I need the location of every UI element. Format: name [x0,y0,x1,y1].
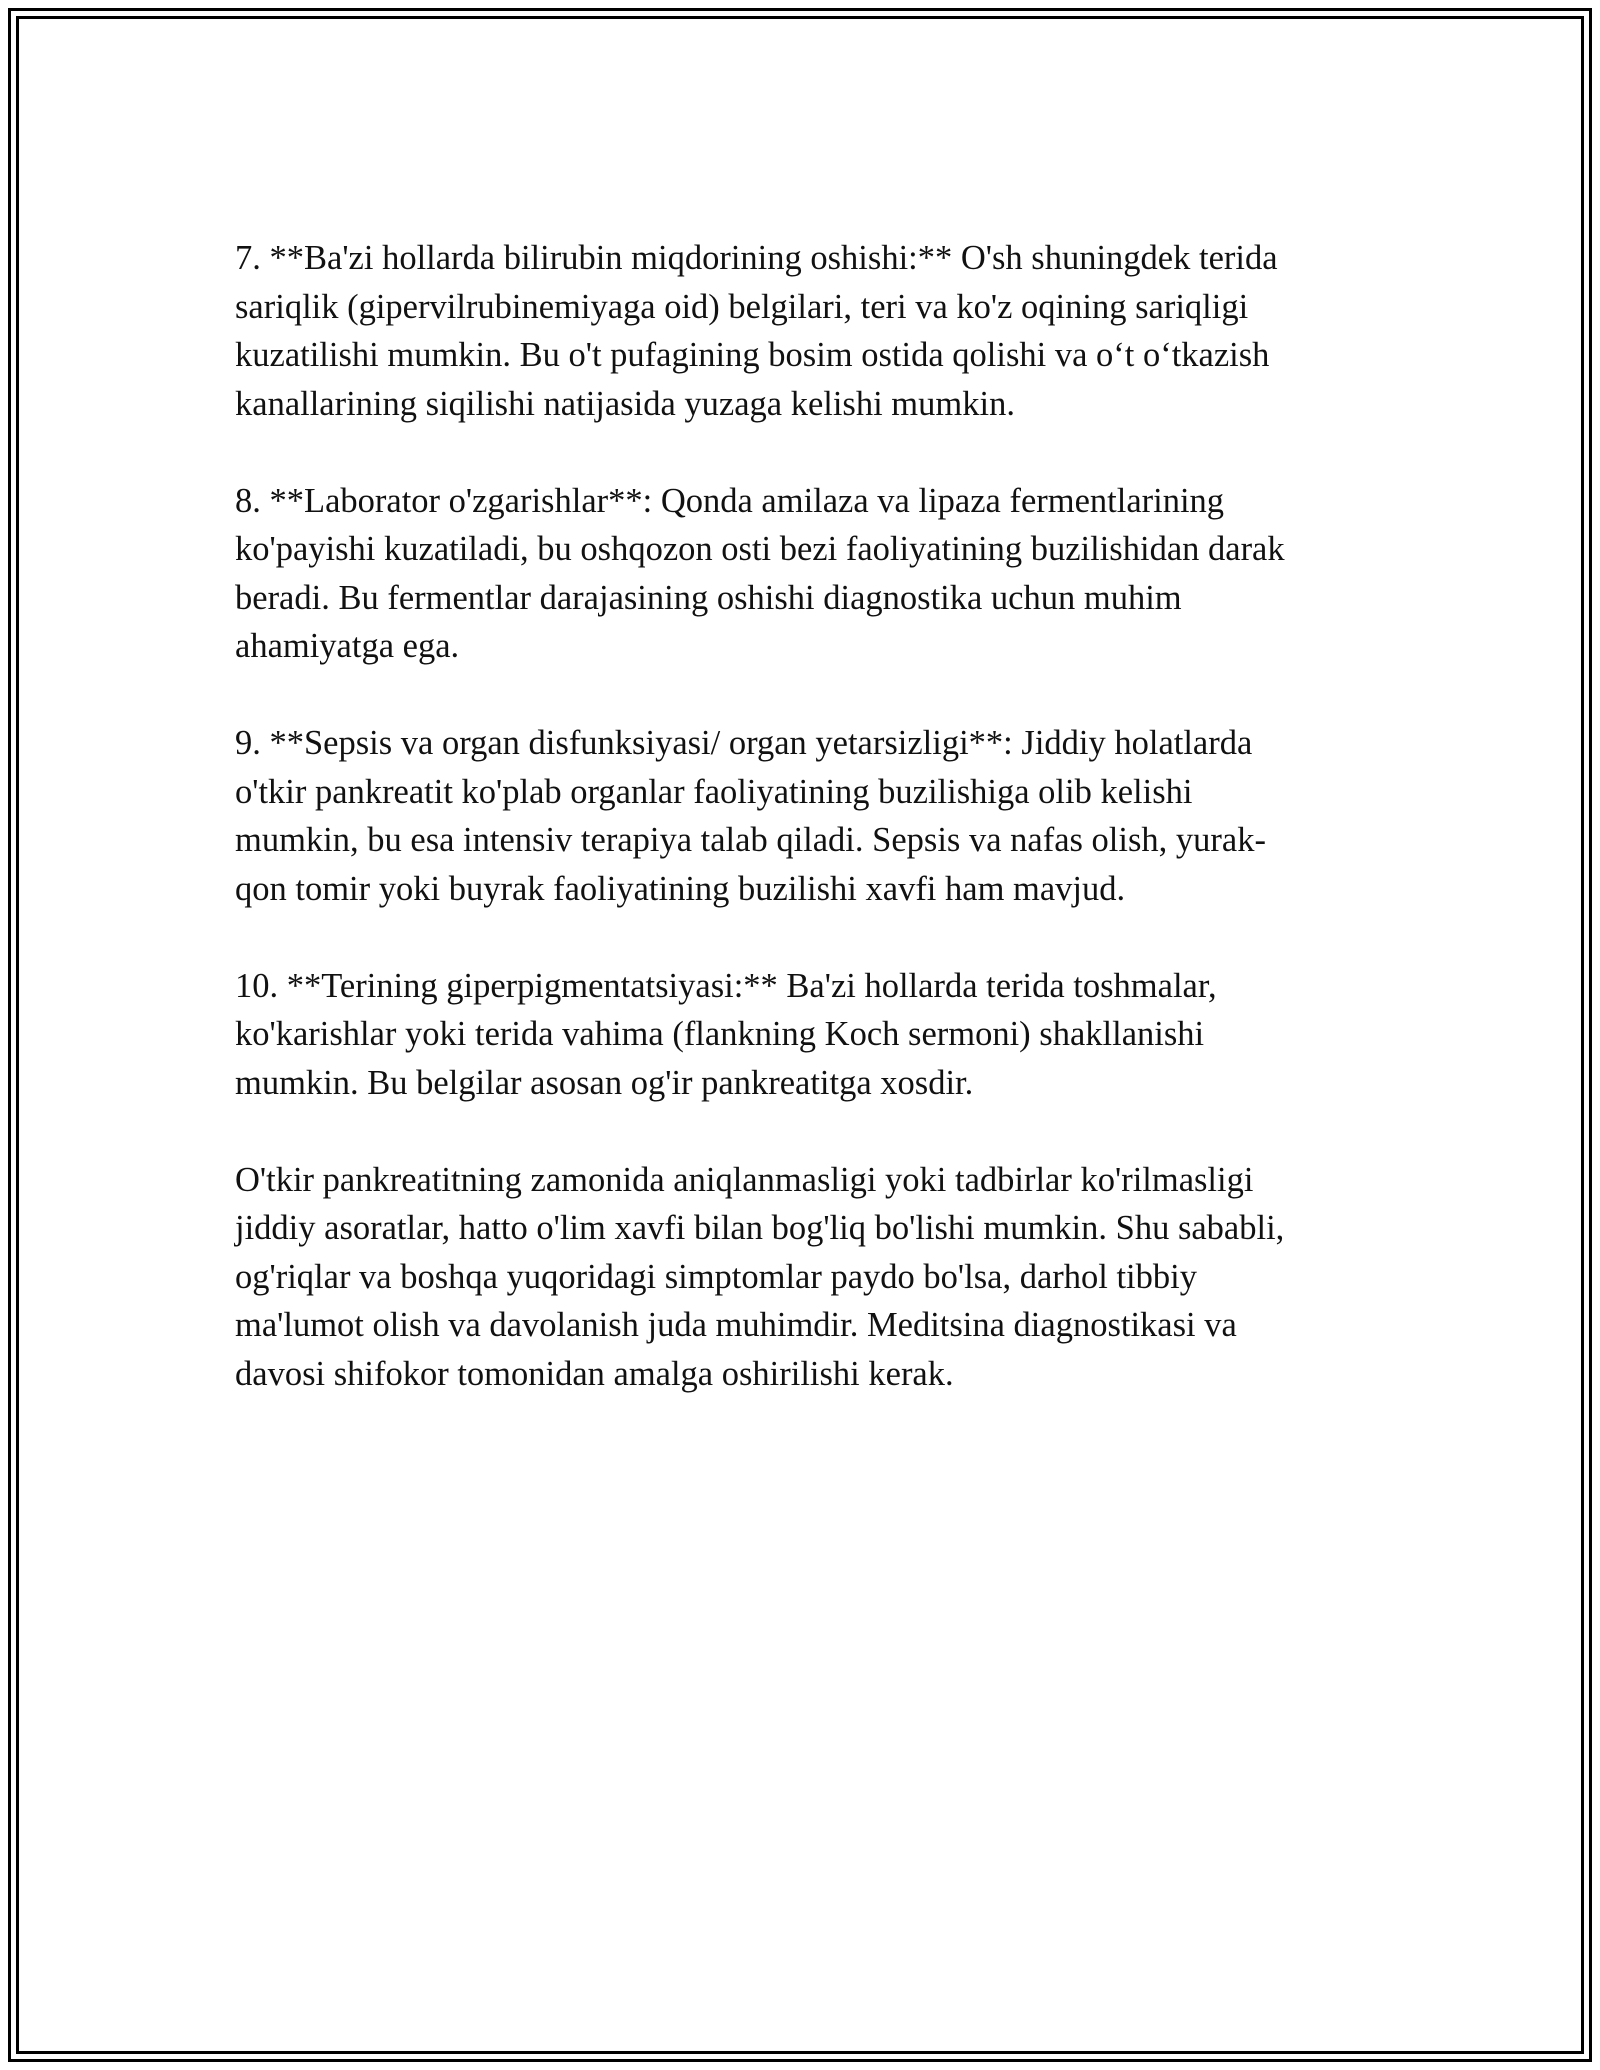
document-body [235,234,1365,1447]
paragraph-item-8: 8. **Laborator o'zgarishlar**: Qonda amilaza va lipaza fermentlarining ko'payishi kuzatiladi, bu oshqozon osti bezi faoliyatining buzilishidan darak beradi. Bu fermentlar darajasining oshishi diagnostika uchun muhim ahamiyatga ega. [235,481,1285,665]
paragraph-item-10: 10. **Terining giperpigmentatsiyasi:** Ba'zi hollarda terida toshmalar, ko'karishlar yoki terida vahima (flankning Koch sermoni) shakllanishi mumkin. Bu belgilar asosan og'ir pankreatitga xosdir. [235,966,1217,1102]
paragraph-item-7: 7. **Ba'zi hollarda bilirubin miqdorining oshishi:** O'sh shuningdek terida sariqlik (gipervilrubinemiyaga oid) belgilari, teri va ko'z oqining sariqligi kuzatilishi mumkin. Bu o't pufagining bosim ostida qolishi va o‘t o‘tkazish kanallarining siqilishi natijasida yuzaga kelishi mumkin. [235,239,1278,423]
paragraph-item-9: 9. **Sepsis va organ disfunksiyasi/ organ yetarsizligi**: Jiddiy holatlarda o'tkir pankreatit ko'plab organlar faoliyatining buzilishiga olib kelishi mumkin, bu esa intensiv terapiya talab qiladi. Sepsis va nafas olish, yurak- qon tomir yoki buyrak faoliyatining buzilishi xavfi ham mavjud. [235,724,1266,908]
paragraph-conclusion: O'tkir pankreatitning zamonida aniqlanmasligi yoki tadbirlar ko'rilmasligi jiddiy asoratlar, hatto o'lim xavfi bilan bog'liq bo'lishi mumkin. Shu sababli, og'riqlar va boshqa yuqoridagi simptomlar paydo bo'lsa, darhol tibbiy ma'lumot olish va davolanish juda muhimdir. Meditsina diagnostikasi va davosi shifokor tomonidan amalga oshirilishi kerak. [235,1160,1285,1393]
